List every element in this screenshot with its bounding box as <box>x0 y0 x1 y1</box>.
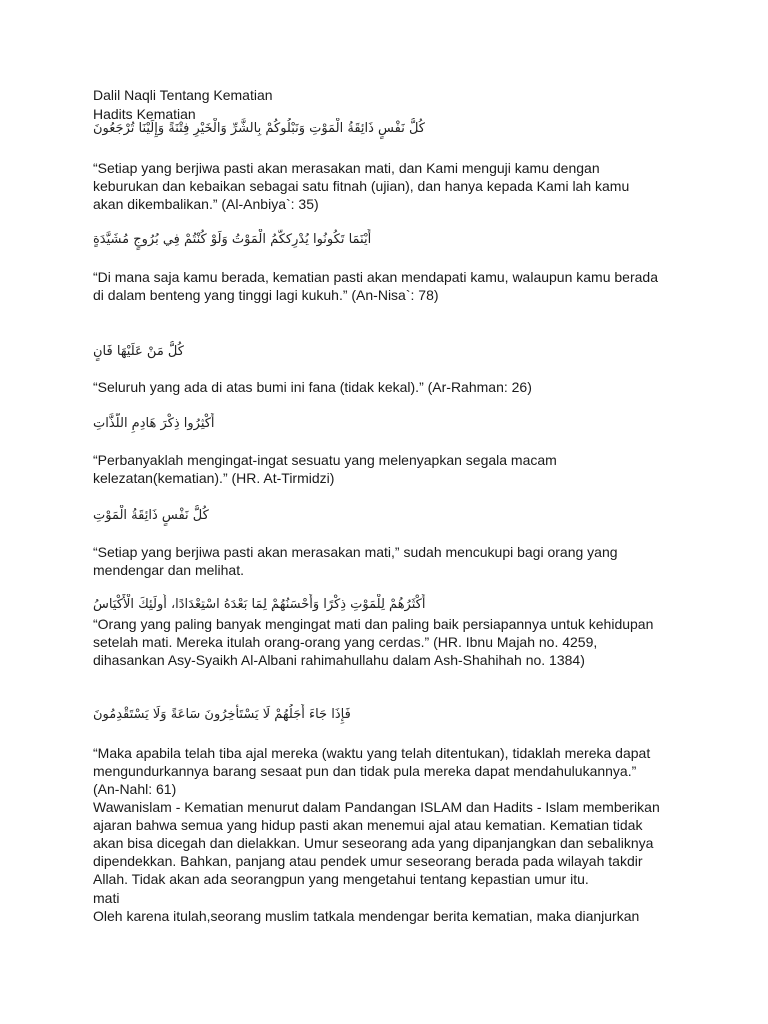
body-paragraph-2: mati <box>93 890 120 906</box>
document-title: Dalil Naqli Tentang Kematian <box>93 87 273 103</box>
arabic-verse-4: أَكْثِرُوا ذِكْرَ هَادِمِ اللَّذَّاتِ <box>93 416 215 431</box>
body-paragraph-3: Oleh karena itulah,seorang muslim tatkala mendengar berita kematian, maka dianjurkan <box>93 908 640 924</box>
arabic-verse-7: فَإِذَا جَاءَ أَجَلُهُمْ لَا يَسْتَأْخِرُونَ سَاعَةً وَلَا يَسْتَقْدِمُونَ <box>93 707 351 722</box>
arabic-verse-3: كُلُّ مَنْ عَلَيْهَا فَانٍ <box>93 344 184 359</box>
translation-7: “Maka apabila telah tiba ajal mereka (waktu yang telah ditentukan), tidaklah mereka dapat mengundurkannya barang sesaat pun dan tidak pula mereka dapat mendahulukannya.” (An-Nahl: 61) <box>93 745 651 797</box>
arabic-verse-2: أَيْنَمَا تَكُونُوا يُدْرِككُّمُ الْمَوْتُ وَلَوْ كُنْتُمْ فِي بُرُوجٍ مُشَيَّدَةٍ <box>93 232 372 247</box>
body-paragraph-1: Wawanislam - Kematian menurut dalam Pandangan ISLAM dan Hadits - Islam memberikan ajaran bahwa semua yang hidup pasti akan menemui ajal atau kematian. Kematian tidak akan bisa dicegah dan dielakkan. Umur seseorang ada yang dipanjangkan dan sebaliknya dipendekkan. Bahkan, panjang atau pendek umur seseorang berada pada wilayah takdir Allah. Tidak akan ada seorangpun yang mengetahui tentang kepastian umur itu. <box>93 799 660 887</box>
translation-4: “Perbanyaklah mengingat-ingat sesuatu yang melenyapkan segala macam kelezatan(kematian).” (HR. At-Tirmidzi) <box>93 452 557 486</box>
arabic-hadith-6: أَكْثَرُهُمْ لِلْمَوْتِ ذِكْرًا وَأَحْسَنُهُمْ لِمَا بَعْدَهُ اسْتِعْدَادًا، أُولَئِكَ الْأَكْيَاسُ <box>93 597 426 612</box>
translation-2: “Di mana saja kamu berada, kematian pasti akan mendapati kamu, walaupun kamu berada di dalam benteng yang tinggi lagi kukuh.” (An-Nisa`: 78) <box>93 269 658 303</box>
arabic-verse-5: كُلُّ نَفْسٍ ذَائِقَةُ الْمَوْتِ <box>93 508 209 523</box>
translation-5: “Setiap yang berjiwa pasti akan merasakan mati,” sudah mencukupi bagi orang yang mendengar dan melihat. <box>93 544 618 578</box>
arabic-verse-1: كُلُّ نَفْسٍ ذَائِقَةُ الْمَوْتِ وَنَبْلُوكُمْ بِالشَّرِّ وَالْخَيْرِ فِتْنَةً وَإِلَيْنَا تُرْجَعُونَ <box>93 121 425 136</box>
translation-6: “Orang yang paling banyak mengingat mati dan paling baik persiapannya untuk kehidupan setelah mati. Mereka itulah orang-orang yang cerdas.” (HR. Ibnu Majah no. 4259, dihasankan Asy-Syaikh Al-Albani rahimahullahu dalam Ash-Shahihah no. 1384) <box>93 616 654 668</box>
document-subtitle: Hadits Kematian <box>93 106 196 122</box>
translation-3: “Seluruh yang ada di atas bumi ini fana (tidak kekal).” (Ar-Rahman: 26) <box>93 379 532 395</box>
translation-1: “Setiap yang berjiwa pasti akan merasakan mati, dan Kami menguji kamu dengan keburukan dan kebaikan sebagai satu fitnah (ujian), dan hanya kepada Kami lah kamu akan dikembalikan.” (Al-Anbiya`: 35) <box>93 160 630 212</box>
